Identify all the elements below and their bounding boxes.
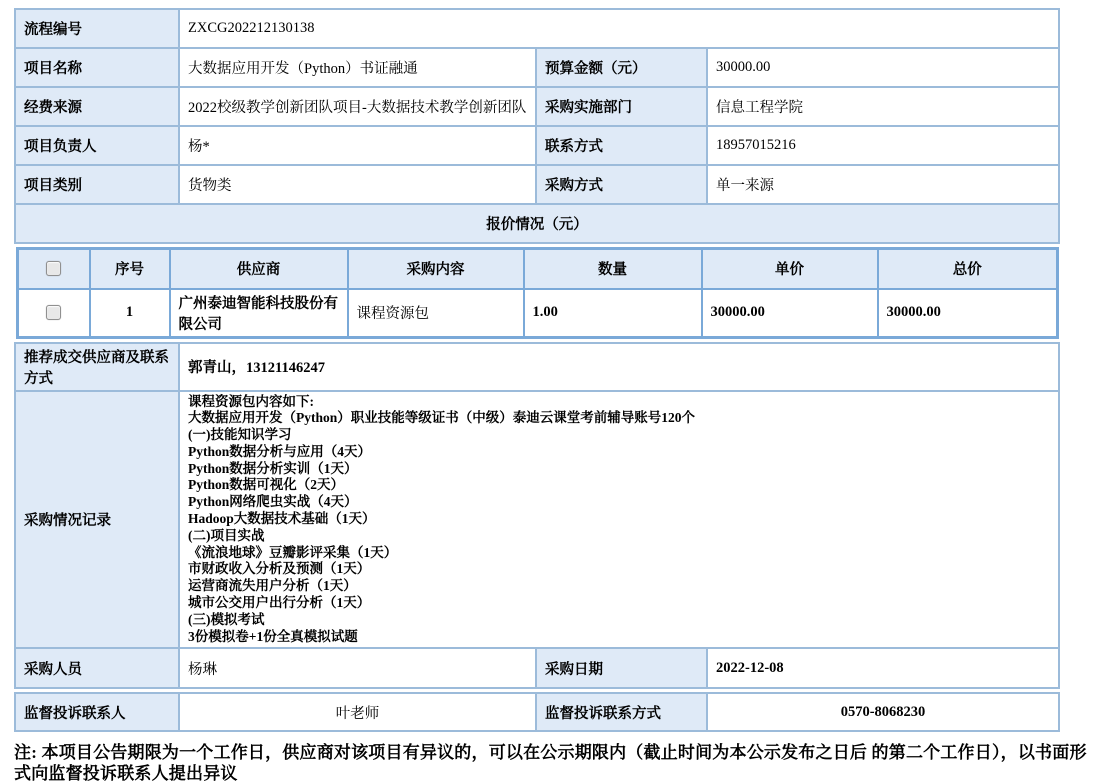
seq-header: 序号 bbox=[90, 249, 170, 289]
project-category-label: 项目类别 bbox=[15, 165, 179, 204]
row-checkbox[interactable] bbox=[46, 305, 61, 320]
record-line: 课程资源包内容如下: bbox=[188, 393, 314, 409]
row-process-number bbox=[15, 9, 1059, 48]
project-name-value: 大数据应用开发（Python）书证融通 bbox=[179, 48, 536, 87]
record-line: (三)模拟考试 bbox=[188, 611, 265, 627]
content-header: 采购内容 bbox=[348, 249, 524, 289]
record-line: (一)技能知识学习 bbox=[188, 427, 292, 443]
procurement-record-value bbox=[179, 391, 1059, 649]
procurement-method-value: 单一来源 bbox=[707, 165, 1059, 204]
supplier-header: 供应商 bbox=[170, 249, 348, 289]
unit-price-value: 30000.00 bbox=[702, 289, 878, 338]
content-value: 课程资源包 bbox=[348, 289, 524, 338]
supervision-contact-label: 监督投诉联系人 bbox=[15, 693, 179, 731]
quote-row bbox=[18, 289, 1058, 338]
funding-source-value: 2022校级教学创新团队项目-大数据技术教学创新团队 bbox=[179, 87, 536, 126]
buyer-label: 采购人员 bbox=[15, 648, 179, 688]
project-category-value: 货物类 bbox=[179, 165, 536, 204]
contact-label: 联系方式 bbox=[536, 126, 707, 165]
supervision-phone-value: 0570-8068230 bbox=[707, 693, 1059, 731]
supplier-value: 广州泰迪智能科技股份有限公司 bbox=[170, 289, 348, 338]
project-leader-label: 项目负责人 bbox=[15, 126, 179, 165]
select-all-checkbox[interactable] bbox=[46, 261, 61, 276]
record-line: (二)项目实战 bbox=[188, 527, 265, 543]
implementing-dept-value: 信息工程学院 bbox=[707, 87, 1059, 126]
quote-section-title: 报价情况（元） bbox=[15, 204, 1059, 243]
process-number-value: ZXCG202212130138 bbox=[179, 9, 1059, 48]
quote-table bbox=[16, 247, 1059, 339]
project-info-table bbox=[14, 8, 1060, 244]
record-line: Hadoop大数据技术基础（1天） bbox=[188, 511, 376, 527]
row-funding-source bbox=[15, 87, 1059, 126]
seq-value: 1 bbox=[90, 289, 170, 338]
row-project-leader bbox=[15, 126, 1059, 165]
procurement-method-label: 采购方式 bbox=[536, 165, 707, 204]
row-quote-section-title bbox=[15, 204, 1059, 243]
quote-header-row bbox=[18, 249, 1058, 289]
project-name-label: 项目名称 bbox=[15, 48, 179, 87]
purchase-date-value: 2022-12-08 bbox=[707, 648, 1059, 688]
row-buyer bbox=[15, 648, 1059, 688]
row-project-category bbox=[15, 165, 1059, 204]
supervision-phone-label: 监督投诉联系方式 bbox=[536, 693, 707, 731]
detail-table bbox=[14, 342, 1060, 690]
footnote: 注: 本项目公告期限为一个工作日，供应商对该项目有异议的，可以在公示期限内（截止时间为本公示发布之日后 的第二个工作日），以书面形式向监督投诉联系人提出异议 bbox=[14, 743, 1087, 784]
record-line: Python数据分析与应用（4天） bbox=[188, 443, 372, 459]
budget-value: 30000.00 bbox=[707, 48, 1059, 87]
row-recommended-supplier bbox=[15, 343, 1059, 391]
row-checkbox-cell bbox=[18, 289, 90, 338]
record-line: 3份模拟卷+1份全真模拟试题 bbox=[188, 628, 358, 644]
row-project-name bbox=[15, 48, 1059, 87]
record-line: 大数据应用开发（Python）职业技能等级证书（中级）泰迪云课堂考前辅导账号120个 bbox=[188, 410, 696, 426]
record-line: Python数据分析实训（1天） bbox=[188, 460, 358, 476]
buyer-value: 杨琳 bbox=[179, 648, 536, 688]
process-number-label: 流程编号 bbox=[15, 9, 179, 48]
record-line: 《流浪地球》豆瓣影评采集（1天） bbox=[188, 544, 398, 560]
select-all-cell bbox=[18, 249, 90, 289]
record-line: 城市公交用户出行分析（1天） bbox=[188, 595, 371, 611]
recommended-supplier-label: 推荐成交供应商及联系方式 bbox=[15, 343, 179, 391]
total-price-value: 30000.00 bbox=[878, 289, 1058, 338]
record-line: Python网络爬虫实战（4天） bbox=[188, 494, 358, 510]
quantity-value: 1.00 bbox=[524, 289, 702, 338]
budget-label: 预算金额（元） bbox=[536, 48, 707, 87]
unit-price-header: 单价 bbox=[702, 249, 878, 289]
purchase-date-label: 采购日期 bbox=[536, 648, 707, 688]
total-price-header: 总价 bbox=[878, 249, 1058, 289]
quantity-header: 数量 bbox=[524, 249, 702, 289]
row-procurement-record bbox=[15, 391, 1059, 649]
contact-value: 18957015216 bbox=[707, 126, 1059, 165]
recommended-supplier-value: 郭青山，13121146247 bbox=[179, 343, 1059, 391]
record-line: 市财政收入分析及预测（1天） bbox=[188, 561, 371, 577]
funding-source-label: 经费来源 bbox=[15, 87, 179, 126]
record-line: 运营商流失用户分析（1天） bbox=[188, 578, 357, 594]
supervision-contact-value: 叶老师 bbox=[179, 693, 536, 731]
project-leader-value: 杨* bbox=[179, 126, 536, 165]
supervision-table bbox=[14, 692, 1060, 732]
row-supervision bbox=[15, 693, 1059, 731]
record-line: Python数据可视化（2天） bbox=[188, 477, 345, 493]
implementing-dept-label: 采购实施部门 bbox=[536, 87, 707, 126]
procurement-record-label: 采购情况记录 bbox=[15, 391, 179, 649]
